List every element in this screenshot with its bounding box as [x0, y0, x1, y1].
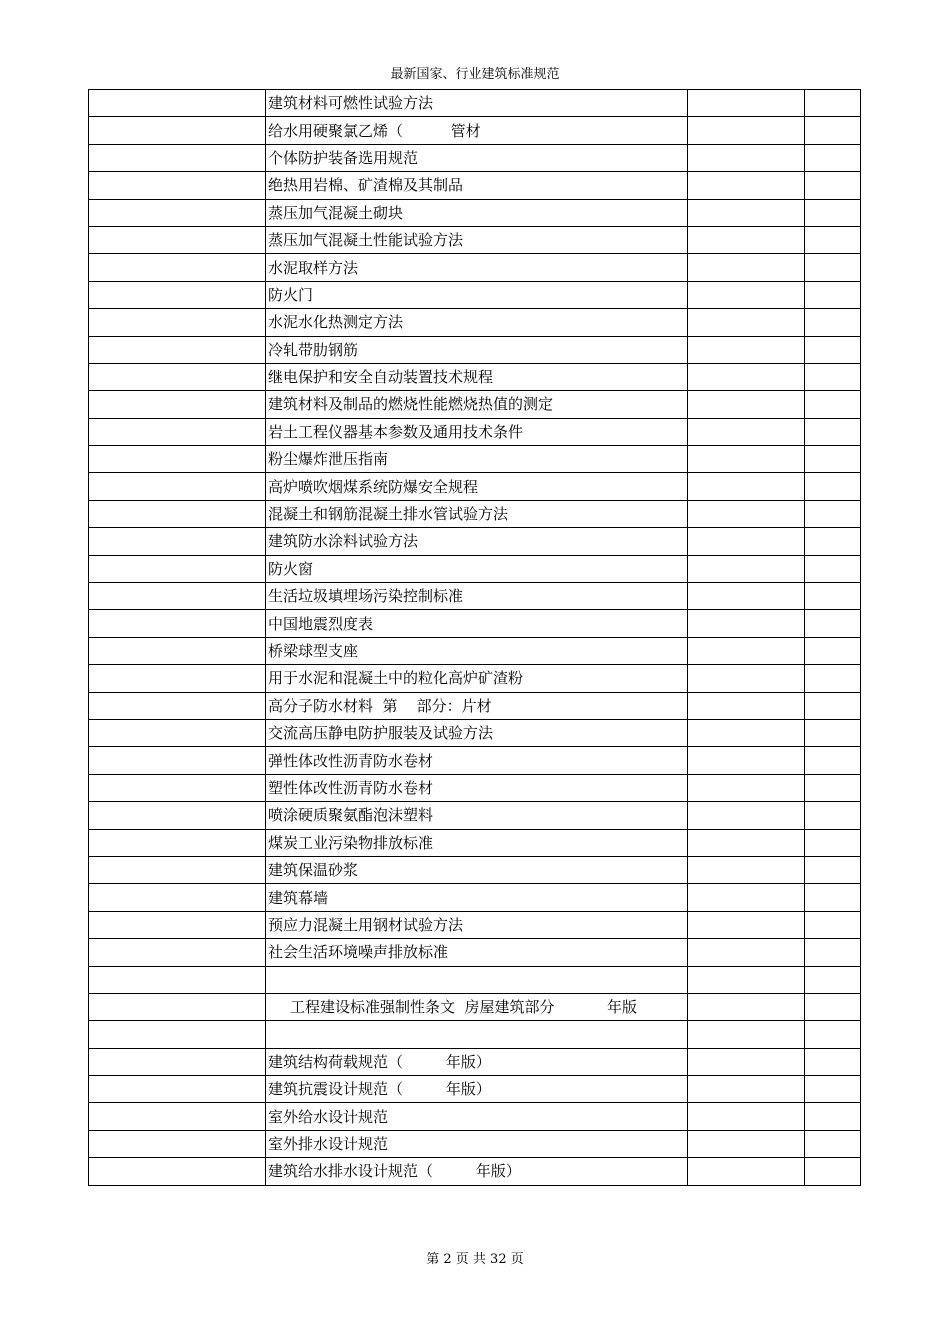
note-cell [805, 446, 861, 473]
extra-cell [688, 117, 805, 144]
standard-code-cell [89, 884, 266, 911]
standard-title-cell: 岩土工程仪器基本参数及通用技术条件 [266, 418, 688, 445]
note-cell [805, 884, 861, 911]
extra-cell [688, 418, 805, 445]
table-row [89, 528, 861, 555]
table-row [89, 802, 861, 829]
standard-title-cell: 冷轧带肋钢筋 [266, 336, 688, 363]
note-cell [805, 336, 861, 363]
note-cell [805, 747, 861, 774]
standard-code-cell [89, 1130, 266, 1157]
note-cell [805, 1158, 861, 1185]
standard-code-cell [89, 336, 266, 363]
page-footer: 第 2 页 共 32 页 [426, 1252, 524, 1267]
extra-cell [688, 309, 805, 336]
table-row [89, 418, 861, 445]
note-cell [805, 856, 861, 883]
standard-title-cell: 建筑保温砂浆 [266, 856, 688, 883]
standard-title-cell: 建筑材料及制品的燃烧性能燃烧热值的测定 [266, 391, 688, 418]
standard-title-cell: 继电保护和安全自动装置技术规程 [266, 363, 688, 390]
extra-cell [688, 1130, 805, 1157]
table-row [89, 829, 861, 856]
standard-title-cell [266, 1021, 688, 1048]
note-cell [805, 226, 861, 253]
standard-code-cell [89, 993, 266, 1020]
note-cell [805, 309, 861, 336]
standard-code-cell [89, 802, 266, 829]
note-cell [805, 993, 861, 1020]
extra-cell [688, 555, 805, 582]
extra-cell [688, 473, 805, 500]
standard-title-cell: 水泥取样方法 [266, 254, 688, 281]
extra-cell [688, 884, 805, 911]
standard-title-cell [266, 966, 688, 993]
standard-title-cell: 建筑材料可燃性试验方法 [266, 90, 688, 117]
standard-title-cell: 室外给水设计规范 [266, 1103, 688, 1130]
note-cell [805, 199, 861, 226]
table-row [89, 500, 861, 527]
standard-code-cell [89, 665, 266, 692]
standard-code-cell [89, 391, 266, 418]
standard-title-cell: 生活垃圾填埋场污染控制标准 [266, 583, 688, 610]
table-row [89, 665, 861, 692]
table-row [89, 90, 861, 117]
extra-cell [688, 583, 805, 610]
table-row [89, 254, 861, 281]
standard-code-cell [89, 446, 266, 473]
standard-title-cell: 防火门 [266, 281, 688, 308]
extra-cell [688, 911, 805, 938]
standard-code-cell [89, 254, 266, 281]
table-row [89, 939, 861, 966]
table-row [89, 993, 861, 1020]
extra-cell [688, 637, 805, 664]
table-row [89, 719, 861, 746]
note-cell [805, 719, 861, 746]
standard-code-cell [89, 747, 266, 774]
standard-code-cell [89, 144, 266, 171]
note-cell [805, 500, 861, 527]
note-cell [805, 966, 861, 993]
extra-cell [688, 719, 805, 746]
standard-code-cell [89, 911, 266, 938]
standard-title-cell: 建筑结构荷载规范（ 年版） [266, 1048, 688, 1075]
extra-cell [688, 363, 805, 390]
table-row [89, 884, 861, 911]
note-cell [805, 473, 861, 500]
standard-title-cell: 蒸压加气混凝土砌块 [266, 199, 688, 226]
standard-title-cell: 预应力混凝土用钢材试验方法 [266, 911, 688, 938]
standard-title-cell: 塑性体改性沥青防水卷材 [266, 774, 688, 801]
note-cell [805, 665, 861, 692]
extra-cell [688, 1076, 805, 1103]
table-row [89, 1021, 861, 1048]
table-row [89, 446, 861, 473]
table-row [89, 583, 861, 610]
extra-cell [688, 993, 805, 1020]
standard-code-cell [89, 90, 266, 117]
extra-cell [688, 747, 805, 774]
note-cell [805, 281, 861, 308]
standard-code-cell [89, 309, 266, 336]
standard-code-cell [89, 555, 266, 582]
table-row [89, 144, 861, 171]
extra-cell [688, 1021, 805, 1048]
table-row [89, 637, 861, 664]
note-cell [805, 391, 861, 418]
standard-title-cell: 喷涂硬质聚氨酯泡沫塑料 [266, 802, 688, 829]
standard-title-cell: 建筑给水排水设计规范（ 年版） [266, 1158, 688, 1185]
extra-cell [688, 856, 805, 883]
table-row [89, 199, 861, 226]
extra-cell [688, 528, 805, 555]
table-row [89, 363, 861, 390]
table-row [89, 172, 861, 199]
note-cell [805, 1048, 861, 1075]
standard-title-cell: 粉尘爆炸泄压指南 [266, 446, 688, 473]
standard-title-cell: 建筑防水涂料试验方法 [266, 528, 688, 555]
note-cell [805, 610, 861, 637]
standard-title-cell: 弹性体改性沥青防水卷材 [266, 747, 688, 774]
standard-code-cell [89, 829, 266, 856]
standard-title-cell: 防火窗 [266, 555, 688, 582]
standard-title-cell: 混凝土和钢筋混凝土排水管试验方法 [266, 500, 688, 527]
note-cell [805, 583, 861, 610]
extra-cell [688, 665, 805, 692]
standard-code-cell [89, 719, 266, 746]
table-row [89, 1048, 861, 1075]
extra-cell [688, 829, 805, 856]
note-cell [805, 692, 861, 719]
standard-code-cell [89, 226, 266, 253]
extra-cell [688, 281, 805, 308]
table-row [89, 1158, 861, 1185]
note-cell [805, 418, 861, 445]
extra-cell [688, 90, 805, 117]
table-row [89, 610, 861, 637]
note-cell [805, 774, 861, 801]
table-row [89, 747, 861, 774]
standard-code-cell [89, 528, 266, 555]
standard-code-cell [89, 1103, 266, 1130]
standard-code-cell [89, 939, 266, 966]
table-row [89, 117, 861, 144]
standard-code-cell [89, 117, 266, 144]
standards-table-body [89, 90, 861, 1186]
standard-code-cell [89, 1048, 266, 1075]
note-cell [805, 555, 861, 582]
extra-cell [688, 939, 805, 966]
standard-code-cell [89, 692, 266, 719]
standard-title-cell: 工程建设标准强制性条文 房屋建筑部分 年版 [266, 993, 688, 1020]
standard-code-cell [89, 418, 266, 445]
table-row [89, 1130, 861, 1157]
note-cell [805, 802, 861, 829]
note-cell [805, 1076, 861, 1103]
standard-code-cell [89, 473, 266, 500]
standard-title-cell: 煤炭工业污染物排放标准 [266, 829, 688, 856]
standard-code-cell [89, 856, 266, 883]
standard-title-cell: 给水用硬聚氯乙烯（ 管材 [266, 117, 688, 144]
note-cell [805, 829, 861, 856]
table-row [89, 774, 861, 801]
extra-cell [688, 1103, 805, 1130]
table-row [89, 966, 861, 993]
standard-title-cell: 室外排水设计规范 [266, 1130, 688, 1157]
standard-title-cell: 中国地震烈度表 [266, 610, 688, 637]
note-cell [805, 254, 861, 281]
extra-cell [688, 144, 805, 171]
table-row [89, 281, 861, 308]
note-cell [805, 172, 861, 199]
note-cell [805, 939, 861, 966]
note-cell [805, 144, 861, 171]
extra-cell [688, 774, 805, 801]
extra-cell [688, 391, 805, 418]
extra-cell [688, 1048, 805, 1075]
table-row [89, 555, 861, 582]
extra-cell [688, 610, 805, 637]
extra-cell [688, 254, 805, 281]
standard-code-cell [89, 966, 266, 993]
standard-title-cell: 桥梁球型支座 [266, 637, 688, 664]
standards-table [88, 89, 861, 1186]
standard-code-cell [89, 363, 266, 390]
page-header: 最新国家、行业建筑标准规范 [390, 67, 560, 82]
standard-title-cell: 蒸压加气混凝土性能试验方法 [266, 226, 688, 253]
standard-title-cell: 个体防护装备选用规范 [266, 144, 688, 171]
standard-code-cell [89, 1021, 266, 1048]
standard-title-cell: 建筑抗震设计规范（ 年版） [266, 1076, 688, 1103]
standard-title-cell: 建筑幕墙 [266, 884, 688, 911]
extra-cell [688, 226, 805, 253]
standard-title-cell: 绝热用岩棉、矿渣棉及其制品 [266, 172, 688, 199]
note-cell [805, 911, 861, 938]
standard-code-cell [89, 199, 266, 226]
note-cell [805, 363, 861, 390]
standard-title-cell: 社会生活环境噪声排放标准 [266, 939, 688, 966]
standard-title-cell: 用于水泥和混凝土中的粒化高炉矿渣粉 [266, 665, 688, 692]
table-row [89, 692, 861, 719]
standard-code-cell [89, 583, 266, 610]
table-row [89, 856, 861, 883]
note-cell [805, 637, 861, 664]
table-row [89, 473, 861, 500]
standard-title-cell: 水泥水化热测定方法 [266, 309, 688, 336]
note-cell [805, 117, 861, 144]
note-cell [805, 1021, 861, 1048]
extra-cell [688, 336, 805, 363]
note-cell [805, 1103, 861, 1130]
extra-cell [688, 1158, 805, 1185]
standard-code-cell [89, 172, 266, 199]
note-cell [805, 528, 861, 555]
standard-code-cell [89, 281, 266, 308]
note-cell [805, 1130, 861, 1157]
standard-code-cell [89, 1158, 266, 1185]
standard-title-cell: 高炉喷吹烟煤系统防爆安全规程 [266, 473, 688, 500]
standard-code-cell [89, 637, 266, 664]
extra-cell [688, 802, 805, 829]
standard-code-cell [89, 500, 266, 527]
extra-cell [688, 199, 805, 226]
table-row [89, 226, 861, 253]
extra-cell [688, 966, 805, 993]
table-row [89, 1076, 861, 1103]
table-row [89, 309, 861, 336]
standard-code-cell [89, 774, 266, 801]
standard-title-cell: 高分子防水材料 第 部分：片材 [266, 692, 688, 719]
note-cell [805, 90, 861, 117]
table-row [89, 336, 861, 363]
standard-code-cell [89, 610, 266, 637]
table-row [89, 1103, 861, 1130]
standard-code-cell [89, 1076, 266, 1103]
table-row [89, 911, 861, 938]
extra-cell [688, 172, 805, 199]
table-row [89, 391, 861, 418]
extra-cell [688, 692, 805, 719]
extra-cell [688, 500, 805, 527]
extra-cell [688, 446, 805, 473]
standard-title-cell: 交流高压静电防护服装及试验方法 [266, 719, 688, 746]
